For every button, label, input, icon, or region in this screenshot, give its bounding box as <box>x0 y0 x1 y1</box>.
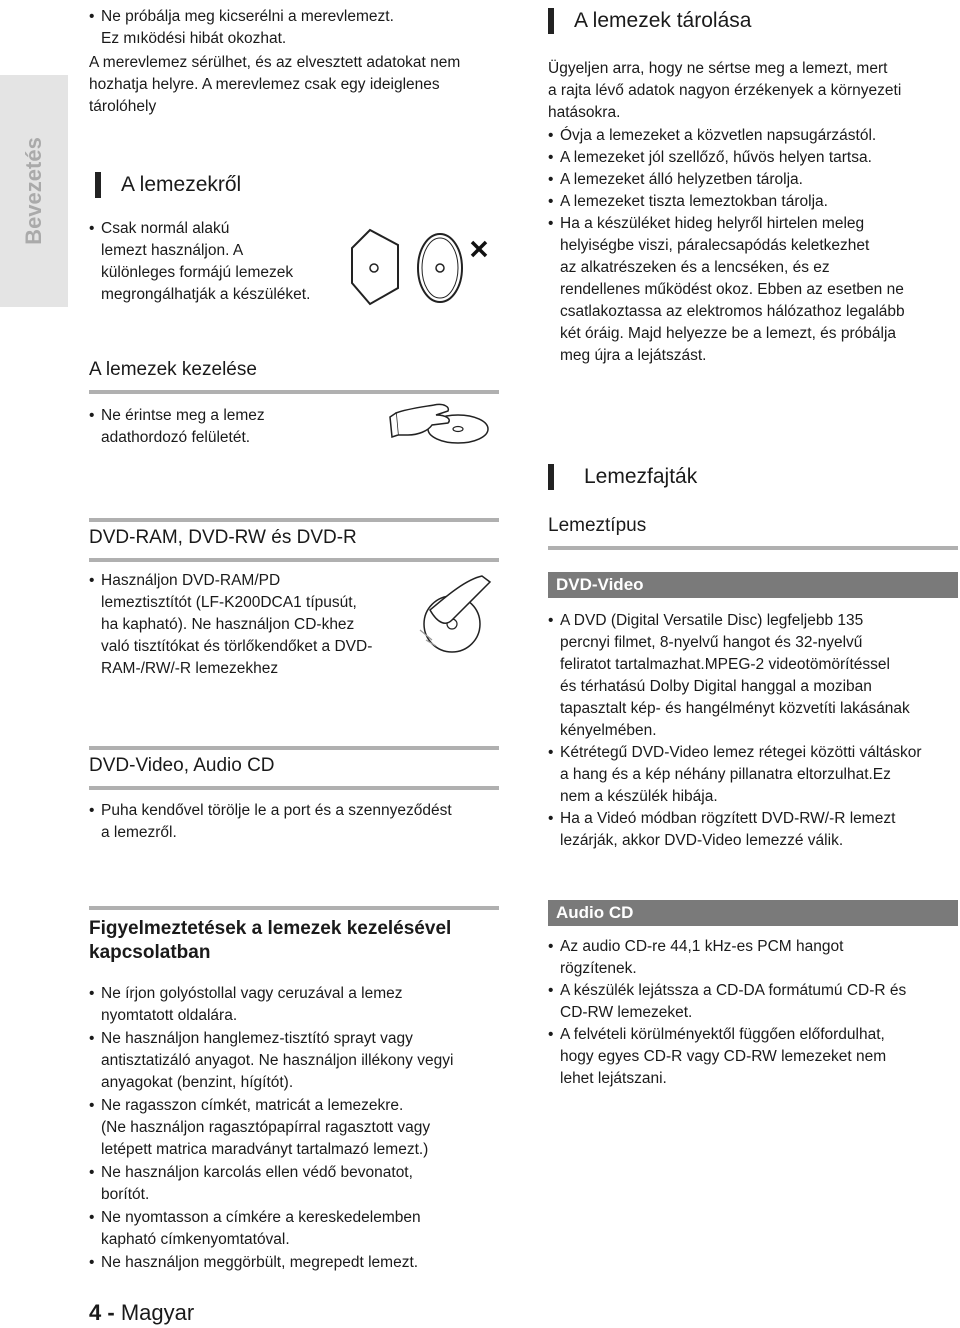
dvd-video-cd-bullets <box>89 800 509 844</box>
list-item: • Ne használjon karcolás ellen védő bevonatot, borítót. <box>89 1162 509 1206</box>
divider <box>89 518 499 522</box>
types-subheading: Lemeztípus <box>548 514 958 550</box>
footer-language: Magyar <box>120 1300 195 1325</box>
list-item: • Puha kendővel törölje le a port és a szennyeződést a lemezről. <box>89 800 509 844</box>
cross-icon <box>472 242 486 256</box>
list-item: • Használjon DVD-RAM/PD lemeztisztítót (LF-K200DCA1 típusút, ha kapható). Ne használjon CD-khez való tisztítókat és törlőkendőket a DVD- RAM-/RW/-R lemezekhez <box>89 570 419 680</box>
section-tab-label: Bevezetés <box>21 137 46 245</box>
list-item: • Ne próbálja meg kicserélni a merevlemezt. Ez mıködési hibát okozhat. <box>89 6 509 50</box>
list-item: • Kétrétegű DVD-Video lemez rétegei közötti váltáskor a hang és a kép néhány pillanatra eltorzulhat.Ez nem a készülék hibája. <box>548 742 960 808</box>
list-item: • A lemezeket álló helyzetben tárolja. <box>548 169 953 191</box>
page-number: 4 - <box>89 1300 115 1325</box>
dvd-video-cd-heading: DVD-Video, Audio CD <box>89 754 499 790</box>
warnings-bullets <box>89 983 509 1274</box>
list-item: • Ha a Videó módban rögzített DVD-RW/-R lemezt lezárják, akkor DVD-Video lemezzé válik. <box>548 808 960 852</box>
storage-heading: A lemezek tárolása <box>548 8 751 34</box>
list-item: • Ne írjon golyóstollal vagy ceruzával a lemez nyomtatott oldalára. <box>89 983 509 1027</box>
list-item: • A lemezeket jól szellőző, hűvös helyen tartsa. <box>548 147 953 169</box>
divider <box>89 906 499 910</box>
dvd-ram-heading: DVD-RAM, DVD-RW és DVD-R <box>89 526 499 562</box>
audio-cd-bullets <box>548 936 953 1090</box>
divider <box>89 746 499 750</box>
list-item: • Ne érintse meg a lemez adathordozó felületét. <box>89 405 349 449</box>
storage-intro: Ügyeljen arra, hogy ne sértse meg a lemezt, mert a rajta lévő adatok nagyon érzékenyek a környezeti hatásokra. <box>548 60 902 121</box>
storage-bullets <box>548 125 953 367</box>
section-tab <box>0 75 68 307</box>
dvd-video-tag: DVD-Video <box>548 572 958 598</box>
list-item: • A felvételi körülményektől függően előfordulhat, hogy egyes CD-R vagy CD-RW lemezeket nem lehet lejátszani. <box>548 1024 953 1090</box>
list-item: • Ha a készüléket hideg helyről hirtelen meleg helyiségbe viszi, páralecsapódás keletkezhet az alkatrészeken és a lencséken, és ez rendellenes működést okoz. Ebben az esetben ne csatlakoztassa az elektromos hálózathoz legalább két óráig. Majd helyezze be a lemezt, és próbálja meg újra a lejátszást. <box>548 213 953 367</box>
list-item: • Ne használjon meggörbült, megrepedt lemezt. <box>89 1252 509 1274</box>
list-item: • Ne nyomtasson a címkére a kereskedelemben kapható címkenyomtatóval. <box>89 1207 509 1251</box>
disc-shapes-illustration <box>350 228 500 308</box>
page-footer <box>89 1300 194 1326</box>
list-item: • Ne használjon hanglemez-tisztító sprayt vagy antisztatizáló anyagot. Ne használjon illékony vegyi anyagokat (benzint, hígítót). <box>89 1028 509 1094</box>
list-item: • A készülék lejátssza a CD-DA formátumú CD-R és CD-RW lemezeket. <box>548 980 953 1024</box>
dvd-ram-bullets <box>89 570 419 680</box>
types-heading: Lemezfajták <box>548 464 697 490</box>
list-item: • Ne ragasszon címkét, matricát a lemezekre. (Ne használjon ragasztópapírral ragasztott vagy letépett matrica maradványt tartalmazó lemezt.) <box>89 1095 509 1161</box>
cleaning-disc-illustration <box>412 570 500 656</box>
list-item: • A lemezeket tiszta lemeztokban tárolja. <box>548 191 953 213</box>
list-item: • Az audio CD-re 44,1 kHz-es PCM hangot rögzítenek. <box>548 936 953 980</box>
warnings-heading: Figyelmeztetések a lemezek kezelésével kapcsolatban <box>89 918 452 963</box>
list-item: • A DVD (Digital Versatile Disc) legfeljebb 135 percnyi filmet, 8-nyelvű hangot és 32-nyelvű feliratot tartalmazhat.MPEG-2 videotömörítéssel és térhatású Dolby Digital hanggal a moziban tapasztalt kép- és hangélményt közvetíti lakásának kényelmében. <box>548 610 960 742</box>
handling-heading: A lemezek kezelése <box>89 358 499 394</box>
handling-bullets <box>89 405 349 449</box>
list-item: • Óvja a lemezeket a közvetlen napsugárzástól. <box>548 125 953 147</box>
about-discs-heading: A lemezekről <box>95 172 241 198</box>
hand-holding-disc-illustration <box>388 395 493 457</box>
dvd-video-bullets <box>548 610 960 852</box>
audio-cd-tag: Audio CD <box>548 900 958 926</box>
about-discs-bullets <box>89 218 349 306</box>
intro-bullets <box>89 6 509 50</box>
list-item: • Csak normál alakú lemezt használjon. A különleges formájú lemezek megrongálhatják a készüléket. <box>89 218 349 306</box>
intro-paragraph: A merevlemez sérülhet, és az elvesztett adatokat nem hozhatja helyre. A merevlemez csak egy ideiglenes tárolóhely <box>89 54 461 115</box>
